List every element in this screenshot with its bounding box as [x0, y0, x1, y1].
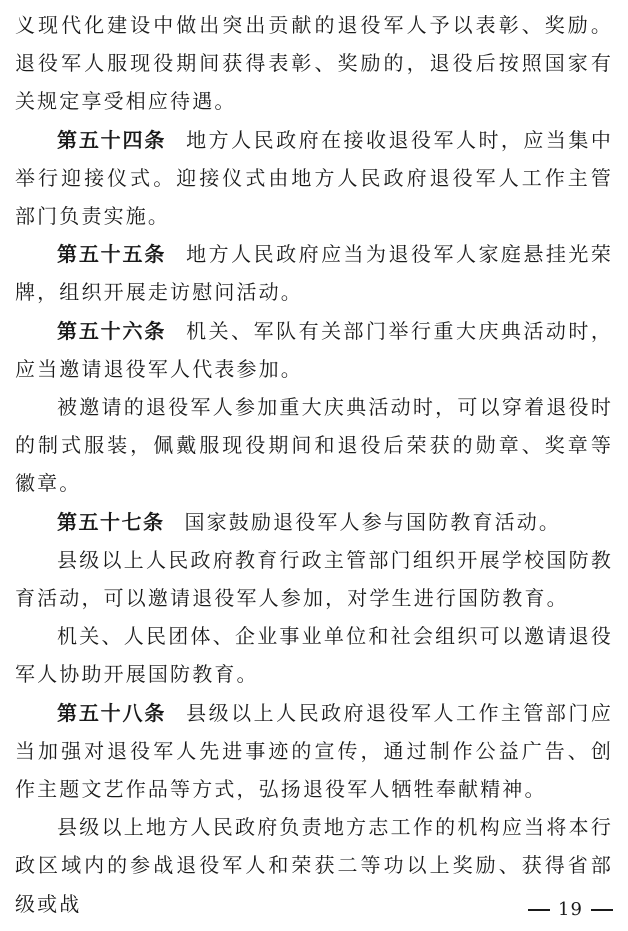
article-number: 第五十四条 [57, 127, 167, 152]
paragraph [15, 388, 613, 503]
article-54 [15, 121, 613, 236]
article-text: 县级以上人民政府退役军人工作主管部门应当加强对退役军人先进事迹的宣传，通过制作公益广告、创作主题文艺作品等方式，弘扬退役军人牺牲奉献精神。 [15, 700, 614, 802]
page-number-right-dash [591, 909, 613, 910]
article-57 [15, 503, 613, 541]
paragraph-continuation [15, 6, 613, 121]
article-text: 地方人民政府应当为退役军人家庭悬挂光荣牌，组织开展走访慰问活动。 [15, 242, 614, 305]
article-55 [15, 235, 613, 311]
article-number: 第五十五条 [57, 242, 167, 267]
article-text: 机关、军队有关部门举行重大庆典活动时，应当邀请退役军人代表参加。 [15, 318, 614, 381]
paragraph [15, 541, 613, 617]
article-number: 第五十七条 [57, 509, 165, 534]
paragraph-text: 被邀请的退役军人参加重大庆典活动时，可以穿着退役时的制式服装，佩戴服现役期间和退役后荣获的勋章、奖章等徽章。 [15, 395, 613, 496]
paragraph-text: 义现代化建设中做出突出贡献的退役军人予以表彰、奖励。退役军人服现役期间获得表彰、奖励的，退役后按照国家有关规定享受相应待遇。 [15, 13, 613, 114]
page-number [520, 898, 621, 922]
article-number: 第五十八条 [57, 700, 167, 725]
paragraph [15, 617, 613, 693]
page-number-left-dash [528, 909, 550, 910]
document-body [15, 6, 613, 923]
article-58 [15, 694, 613, 809]
article-56 [15, 312, 613, 388]
paragraph-text: 县级以上人民政府教育行政主管部门组织开展学校国防教育活动，可以邀请退役军人参加，对学生进行国防教育。 [15, 547, 613, 611]
paragraph-text: 机关、人民团体、企业事业单位和社会组织可以邀请退役军人协助开展国防教育。 [15, 624, 613, 687]
paragraph-text: 县级以上地方人民政府负责地方志工作的机构应当将本行政区域内的参战退役军人和荣获二等功以上奖励、获得省部级或战 [15, 815, 613, 916]
article-text: 国家鼓励退役军人参与国防教育活动。 [184, 509, 562, 534]
page-number-value: 19 [558, 899, 583, 920]
article-text: 地方人民政府在接收退役军人时，应当集中举行迎接仪式。迎接仪式由地方人民政府退役军人工作主管部门负责实施。 [15, 127, 614, 229]
article-number: 第五十六条 [57, 318, 167, 343]
